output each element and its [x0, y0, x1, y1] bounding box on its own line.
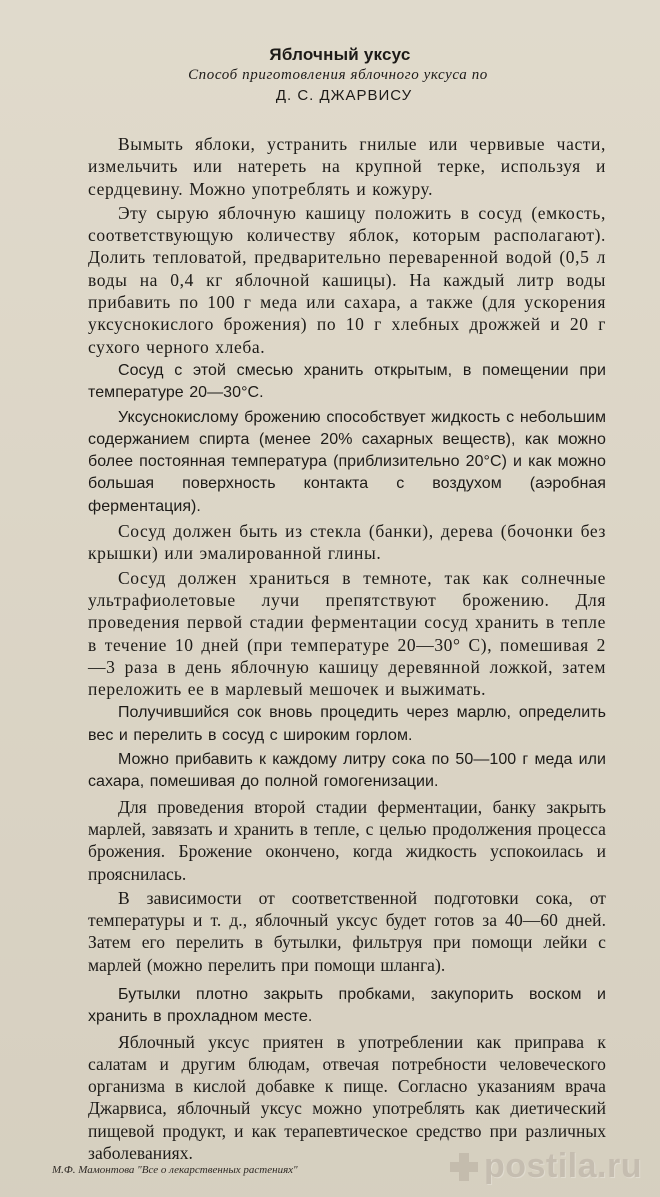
plus-cross-icon [450, 1153, 478, 1181]
paragraph-1: Вымыть яблоки, устранить гнилые или червивые части, измельчить или натереть на крупной терке, используя и сердцевину. Можно употреблять и кожуру. [88, 134, 606, 199]
paragraph-11: Бутылки плотно закрыть пробками, закупорить воском и хранить в прохладном месте. [88, 985, 606, 1026]
paragraph-12: Яблочный уксус приятен в употреблении как приправа к салатам и другим блюдам, отвечая потребности человеческого организма в кислой добавке к пище. Согласно указаниям врача Джарвиса, яблочный уксус можно употреблять как диетический пищевой продукт, и как терапевтическое средство при различных заболеваниях. [88, 1031, 606, 1164]
method-author: Д. С. ДЖАРВИСУ [275, 87, 413, 104]
paragraph-4: Уксуснокислому брожению способствует жидкость с небольшим содержанием спирта (менее 20% сахарных веществ), как можно более постоянная температура (приблизительно 20°С) и как можно большая поверхность контакта с воздухом (аэробная ферментация). [88, 408, 606, 515]
watermark-text: postila.ru [483, 1147, 642, 1185]
paragraph-8: Можно прибавить к каждому литру сока по 50—100 г меда или сахара, помешивая до полной гомогенизации. [88, 751, 606, 791]
document-header [0, 44, 660, 106]
source-credit: М.Ф. Мамонтова "Все о лекарственных растениях" [52, 1164, 298, 1176]
paragraph-2: Эту сырую яблочную кашицу положить в сосуд (емкость, соответствующую количеству яблок, которым располагают). Долить тепловатой, предварительно переваренной водой (0,5 л воды на 0,4 кг яблочной кашицы). На каждый литр воды прибавить по 100 г меда или сахара, а также (для ускорения уксуснокислого брожения) по 10 г хлебных дрожжей и 20 г сухого черного хлеба. [88, 202, 606, 357]
paragraph-7: Получившийся сок вновь процедить через марлю, определить вес и перелить в сосуд с широким горлом. [88, 704, 606, 744]
site-watermark [414, 1141, 642, 1191]
page-title: Яблочный уксус [269, 45, 411, 64]
paragraph-10: В зависимости от соответственной подготовки сока, от температуры и т. д., яблочный уксус будет готов за 40—60 дней. Затем его перелить в бутылки, фильтруя при помощи лейки с марлей (можно перелить при помощи шланга). [88, 887, 606, 975]
page-subtitle: Способ приготовления яблочного уксуса по [188, 67, 488, 83]
paragraph-3: Сосуд с этой смесью хранить открытым, в помещении при температуре 20—30°С. [88, 361, 606, 402]
paragraph-5: Сосуд должен быть из стекла (банки), дерева (бочонки без крышки) или эмалированной глины. [88, 521, 606, 564]
recipe-body [88, 133, 606, 1164]
paragraph-6: Сосуд должен храниться в темноте, так как солнечные ультрафиолетовые лучи препятствуют брожению. Для проведения первой стадии ферментации сосуд хранить в тепле в течение 10 дней (при температуре 20—30° С), помешивая 2—3 раза в день яблочную кашицу деревянной ложкой, затем переложить ее в марлевый мешочек и выжимать. [88, 567, 606, 700]
paragraph-9: Для проведения второй стадии ферментации, банку закрыть марлей, завязать и хранить в тепле, с целью продолжения процесса брожения. Брожение окончено, когда жидкость успокоилась и прояснилась. [88, 796, 606, 884]
